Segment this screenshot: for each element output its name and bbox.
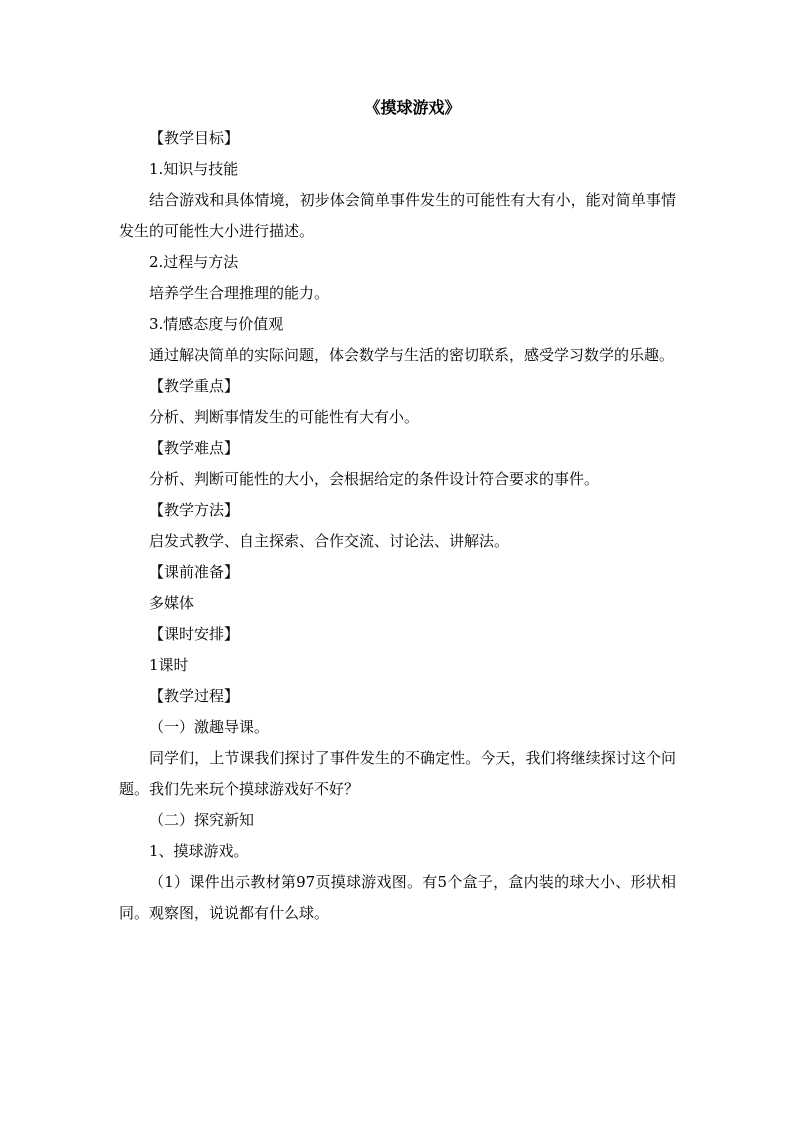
goal-process-method: 2.过程与方法 <box>149 253 239 271</box>
section-explore: （二）探究新知 <box>149 811 255 829</box>
goal-attitude-values: 3.情感态度与价值观 <box>149 315 284 333</box>
paragraph: 同学们，上节课我们探讨了事件发生的不确定性。今天，我们将继续探讨这个问题。我们先来玩个摸球游戏好不好？ <box>119 749 676 798</box>
paragraph: 分析、判断可能性的大小，会根据给定的条件设计符合要求的事件。 <box>149 470 600 488</box>
heading-key-points: 【教学重点】 <box>149 377 240 395</box>
heading-schedule: 【课时安排】 <box>149 625 240 643</box>
paragraph: 分析、判断事情发生的可能性有大有小。 <box>149 408 420 426</box>
document-title: 《摸球游戏》 <box>364 98 461 117</box>
paragraph: 多媒体 <box>149 594 195 612</box>
subsection-ball-game: 1、摸球游戏。 <box>149 842 249 860</box>
heading-teaching-process: 【教学过程】 <box>149 687 240 705</box>
heading-teaching-methods: 【教学方法】 <box>149 501 240 519</box>
paragraph: 通过解决简单的实际问题，体会数学与生活的密切联系，感受学习数学的乐趣。 <box>149 346 675 364</box>
heading-difficulties: 【教学难点】 <box>149 439 240 457</box>
paragraph: 培养学生合理推理的能力。 <box>149 284 330 302</box>
paragraph: 1课时 <box>149 656 189 674</box>
paragraph: 启发式教学、自主探索、合作交流、讨论法、讲解法。 <box>149 532 510 550</box>
document-page <box>119 92 676 929</box>
heading-teaching-goals: 【教学目标】 <box>149 129 240 147</box>
section-intro: （一）激趣导课。 <box>149 718 270 736</box>
paragraph: （1）课件出示教材第97页摸球游戏图。有5个盒子，盒内装的球大小、形状相同。观察图，说说都有什么球。 <box>119 873 676 922</box>
paragraph: 结合游戏和具体情境，初步体会简单事件发生的可能性有大有小，能对简单事情发生的可能性大小进行描述。 <box>119 191 676 240</box>
heading-preparation: 【课前准备】 <box>149 563 240 581</box>
goal-knowledge-skills: 1.知识与技能 <box>149 160 239 178</box>
